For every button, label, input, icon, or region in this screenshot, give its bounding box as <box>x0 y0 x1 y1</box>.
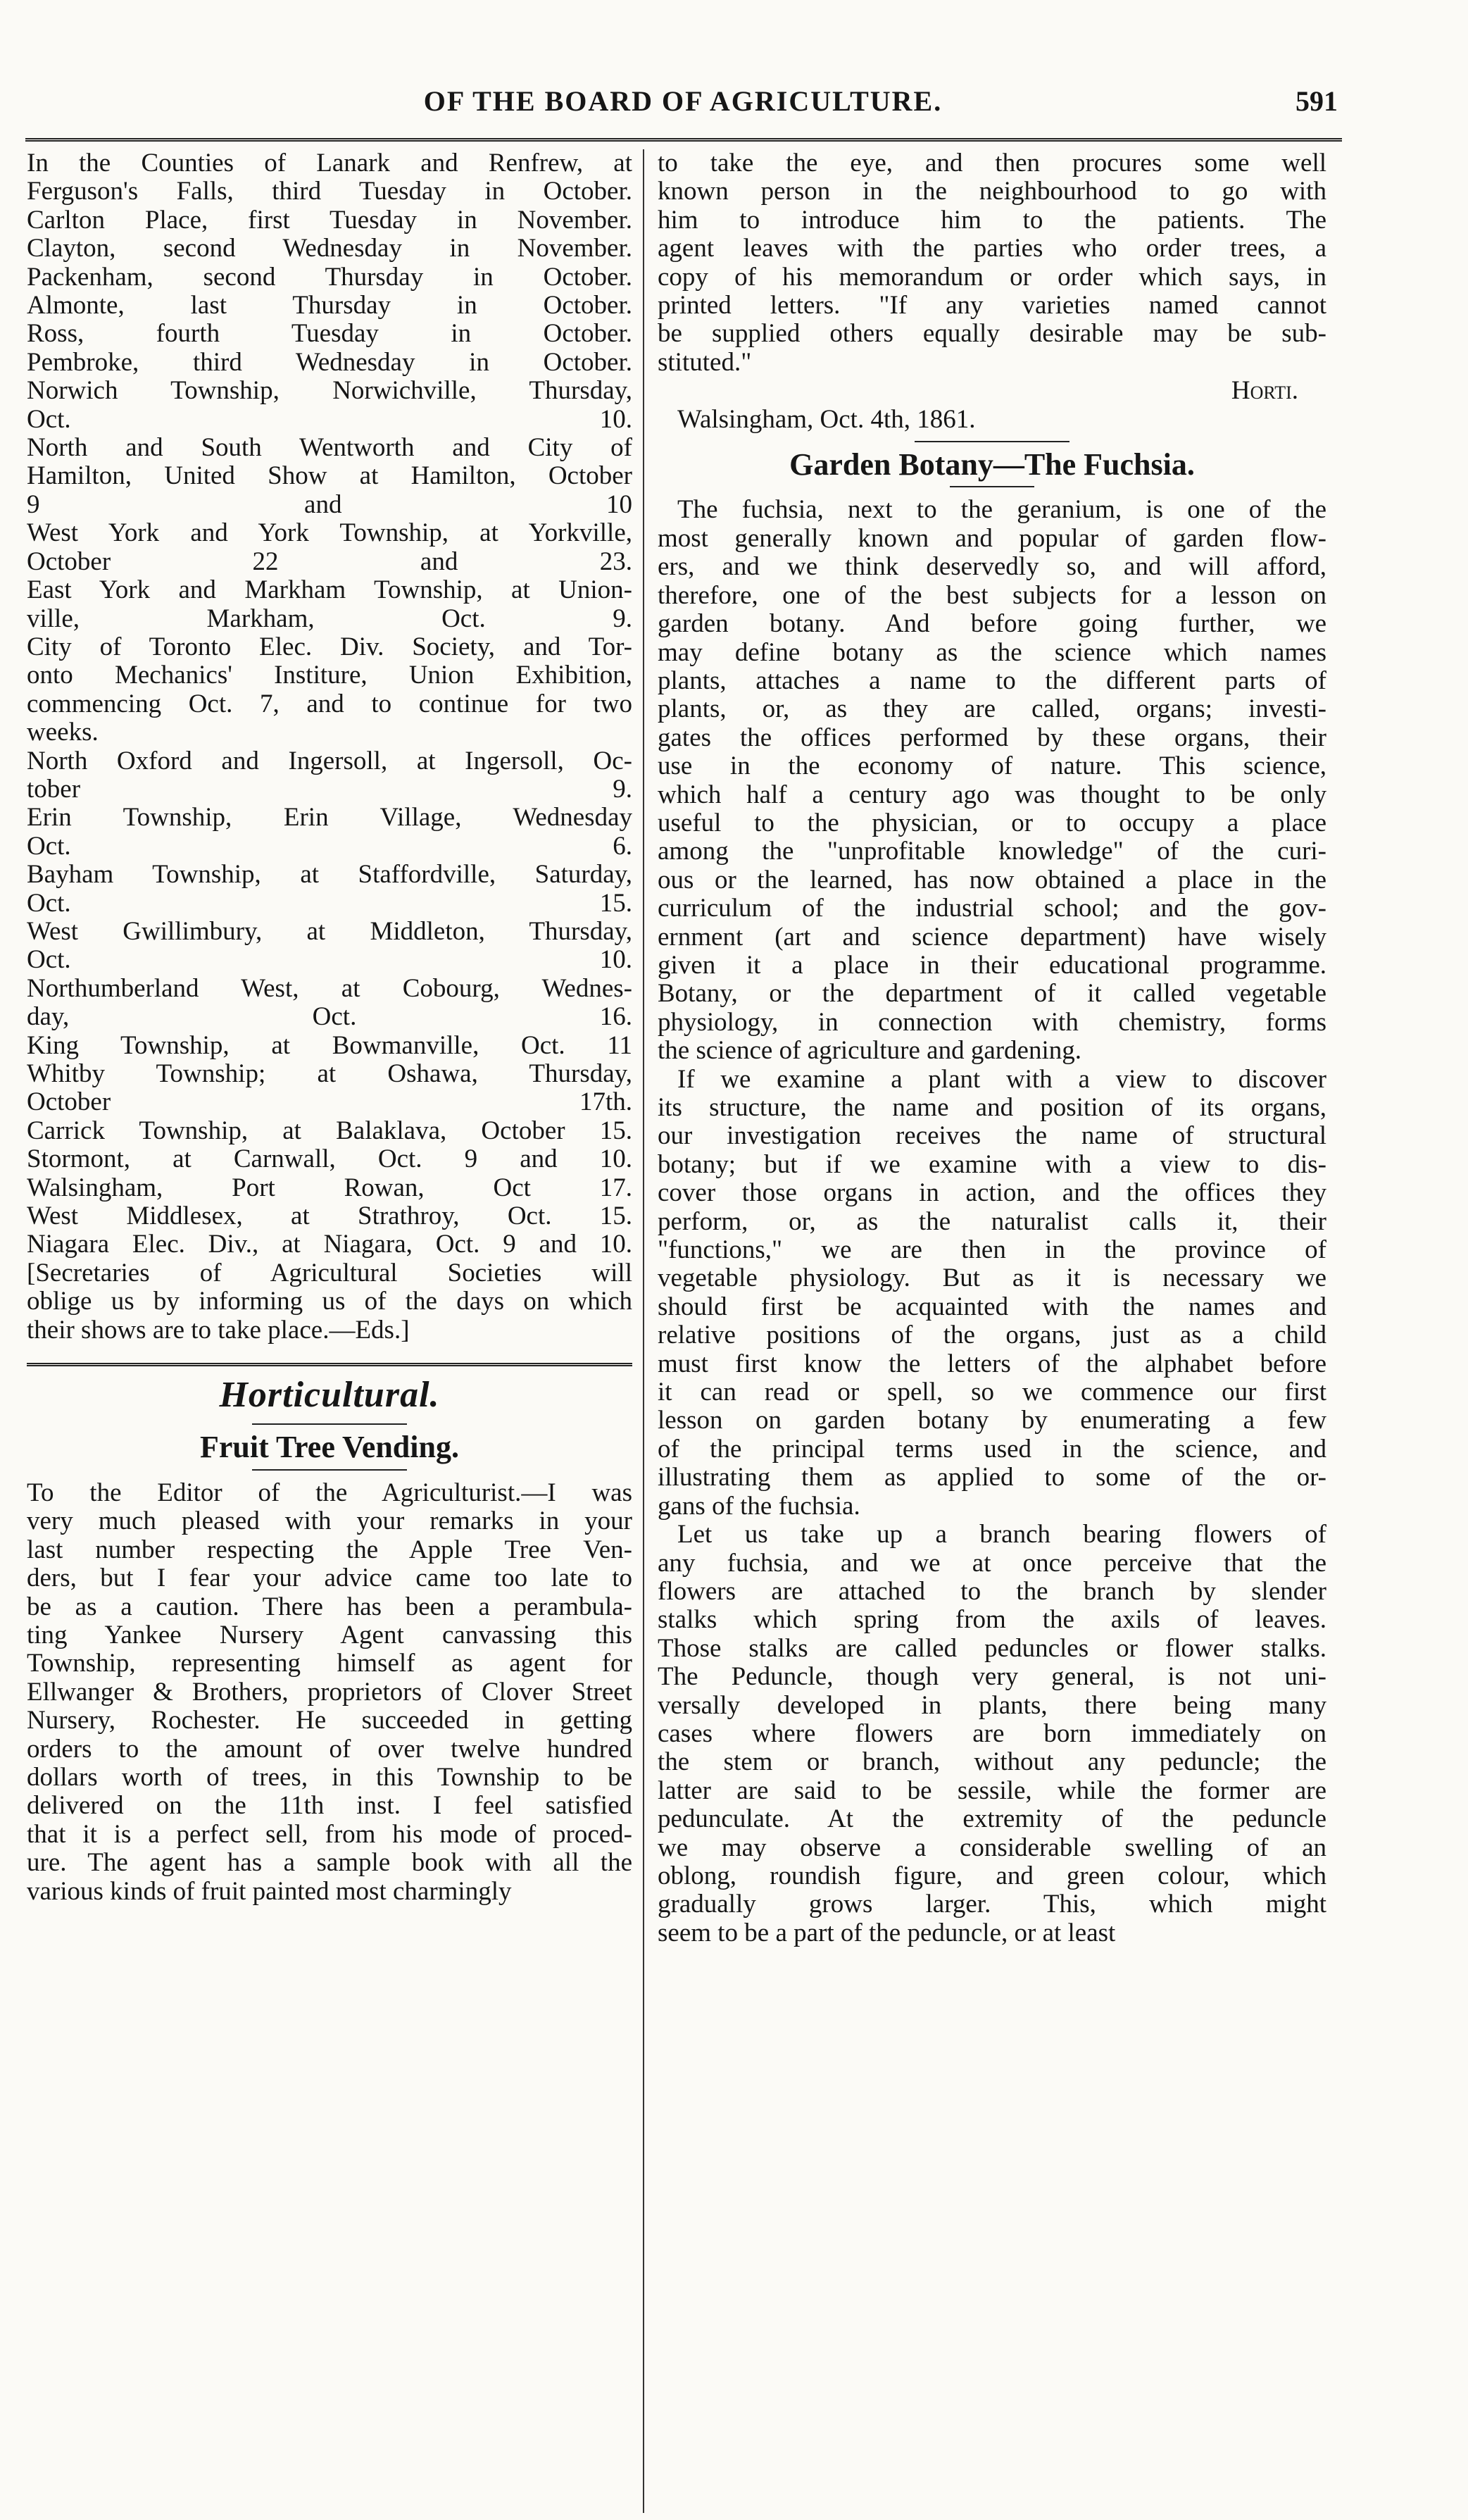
header-rule <box>25 138 1342 144</box>
show-list-line: Clayton, second Wednesday in November. <box>27 234 632 263</box>
paragraph-line: use in the economy of nature. This science, <box>658 751 1326 781</box>
botany-paragraph-3 <box>658 1521 1326 1947</box>
show-list-line: weeks. <box>27 718 99 747</box>
show-list-line: Ferguson's Falls, third Tuesday in October. <box>27 177 632 206</box>
show-list-line: Almonte, last Thursday in October. <box>27 291 632 320</box>
letter-line: him to introduce him to the patients. The <box>658 205 1326 235</box>
paragraph-line: cover those organs in action, and the offices they <box>658 1178 1326 1208</box>
paragraph-line: vegetable physiology. But as it is necessary we <box>658 1264 1326 1293</box>
paragraph-line: Those stalks are called peduncles or flower stalks. <box>658 1633 1326 1663</box>
running-title: OF THE BOARD OF AGRICULTURE. <box>423 85 943 117</box>
show-list-line: October 22 and 23. <box>27 547 632 576</box>
paragraph-line: our investigation receives the name of structural <box>658 1121 1326 1151</box>
paragraph-line: perform, or, as the naturalist calls it, their <box>658 1206 1326 1236</box>
page-number: 591 <box>1296 85 1338 117</box>
show-list-line: Northumberland West, at Cobourg, Wednes- <box>27 973 632 1003</box>
paragraph-line: illustrating them as applied to some of the or- <box>658 1463 1326 1492</box>
botany-paragraph-1 <box>658 496 1326 1065</box>
show-list-line: Bayham Township, at Staffordville, Saturday, <box>27 860 632 890</box>
paragraph-line: pedunculate. At the extremity of the peduncle <box>658 1804 1326 1834</box>
show-list <box>27 149 632 1345</box>
show-list-line: Pembroke, third Wednesday in October. <box>27 347 632 377</box>
show-list-line: 9 and 10 <box>27 489 632 519</box>
paragraph-line: useful to the physician, or to occupy a place <box>658 808 1326 837</box>
letter-line: copy of his memorandum or order which says, in <box>658 262 1326 292</box>
paragraph-line: If we examine a plant with a view to discover <box>677 1064 1326 1094</box>
paragraph-line: we may observe a considerable swelling of an <box>658 1833 1326 1862</box>
title-rule <box>950 486 1034 487</box>
article-line: Nursery, Rochester. He succeeded in getting <box>27 1706 632 1735</box>
show-list-line: ville, Markham, Oct. 9. <box>27 604 632 633</box>
right-column <box>658 149 1326 1947</box>
paragraph-line: ous or the learned, has now obtained a place in the <box>658 865 1326 894</box>
article-title-garden-botany: Garden Botany—The Fuchsia. <box>789 447 1195 482</box>
show-list-line: Oct. 6. <box>27 831 632 861</box>
title-rule <box>915 441 1069 442</box>
left-column <box>27 149 632 1906</box>
show-list-line: Erin Township, Erin Village, Wednesday <box>27 803 632 832</box>
article-line: orders to the amount of over twelve hundred <box>27 1734 632 1764</box>
article-line: ders, but I fear your advice came too late to <box>27 1564 632 1593</box>
show-list-line: Walsingham, Port Rowan, Oct 17. <box>27 1173 632 1202</box>
show-list-line: Whitby Township; at Oshawa, Thursday, <box>27 1059 632 1088</box>
paragraph-line: Botany, or the department of it called vegetable <box>658 979 1326 1009</box>
paragraph-line: oblong, roundish figure, and green colour, which <box>658 1861 1326 1890</box>
article-line: that it is a perfect sell, from his mode of proced- <box>27 1819 632 1849</box>
letter-line: to take the eye, and then procures some well <box>658 149 1326 177</box>
paragraph-line: gradually grows larger. This, which might <box>658 1890 1326 1919</box>
section-rule <box>27 1363 632 1368</box>
paragraph-line: any fuchsia, and we at once perceive that the <box>658 1548 1326 1578</box>
paragraph-line: must first know the letters of the alphabet before <box>658 1349 1326 1378</box>
article-line: Township, representing himself as agent for <box>27 1649 632 1678</box>
letter-continuation <box>658 149 1326 377</box>
paragraph-line: among the "unprofitable knowledge" of the curi- <box>658 837 1326 866</box>
show-list-line: West Middlesex, at Strathroy, Oct. 15. <box>27 1202 632 1231</box>
paragraph-line: physiology, in connection with chemistry, forms <box>658 1007 1326 1037</box>
article-line: Ellwanger & Brothers, proprietors of Clover Street <box>27 1677 632 1707</box>
show-list-line: Stormont, at Carnwall, Oct. 9 and 10. <box>27 1144 632 1174</box>
paragraph-line: may define botany as the science which names <box>658 637 1326 667</box>
paragraph-line: curriculum of the industrial school; and the gov- <box>658 894 1326 923</box>
dateline: Walsingham, Oct. 4th, 1861. <box>677 404 976 434</box>
paragraph-line: plants, or, as they are called, organs; investi- <box>658 694 1326 724</box>
show-list-line: Oct. 15. <box>27 888 632 918</box>
botany-paragraph-2 <box>658 1066 1326 1521</box>
page-header <box>28 85 1338 127</box>
paragraph-line: of the principal terms used in the science, and <box>658 1434 1326 1464</box>
show-list-line: Oct. 10. <box>27 404 632 434</box>
letter-line: be supplied others equally desirable may be sub- <box>658 319 1326 349</box>
paragraph-line: flowers are attached to the branch by slender <box>658 1576 1326 1606</box>
paragraph-line: botany; but if we examine with a view to dis- <box>658 1149 1326 1179</box>
letter-line: agent leaves with the parties who order trees, a <box>658 234 1326 263</box>
show-list-line: King Township, at Bowmanville, Oct. 11 <box>27 1030 632 1060</box>
paragraph-line: ernment (art and science department) have wisely <box>658 922 1326 952</box>
paragraph-line: should first be acquainted with the names and <box>658 1292 1326 1321</box>
paragraph-line: Let us take up a branch bearing flowers of <box>677 1520 1326 1549</box>
letter-line: printed letters. "If any varieties named cannot <box>658 291 1326 320</box>
show-list-line: tober 9. <box>27 774 632 804</box>
paragraph-line: seem to be a part of the peduncle, or at least <box>658 1919 1116 1947</box>
show-list-line: Norwich Township, Norwichville, Thursday, <box>27 376 632 406</box>
show-list-line: Niagara Elec. Div., at Niagara, Oct. 9 and 10. <box>27 1230 632 1259</box>
paragraph-line: cases where flowers are born immediately on <box>658 1719 1326 1748</box>
show-list-line: North Oxford and Ingersoll, at Ingersoll, Oc- <box>27 746 632 775</box>
article-line: various kinds of fruit painted most charmingly <box>27 1877 512 1906</box>
show-list-line: Oct. 10. <box>27 945 632 975</box>
paragraph-line: given it a place in their educational programme. <box>658 950 1326 980</box>
show-list-line: their shows are to take place.—Eds.] <box>27 1316 410 1345</box>
paragraph-line: lesson on garden botany by enumerating a few <box>658 1406 1326 1435</box>
article-line: be as a caution. There has been a perambula- <box>27 1592 632 1621</box>
article-line: delivered on the 11th inst. I feel satisfied <box>27 1791 632 1821</box>
show-list-line: City of Toronto Elec. Div. Society, and Tor- <box>27 632 632 661</box>
paragraph-line: most generally known and popular of garden flow- <box>658 523 1326 553</box>
show-list-line: North and South Wentworth and City of <box>27 433 632 463</box>
show-list-line: October 17th. <box>27 1087 632 1117</box>
show-list-line: Hamilton, United Show at Hamilton, October <box>27 461 632 491</box>
article-title-fruit-tree-vending: Fruit Tree Vending. <box>200 1430 459 1465</box>
paragraph-line: versally developed in plants, there being many <box>658 1690 1326 1720</box>
paragraph-line: stalks which spring from the axils of leaves. <box>658 1605 1326 1635</box>
article-line: ure. The agent has a sample book with all the <box>27 1848 632 1878</box>
show-list-line: commencing Oct. 7, and to continue for two <box>27 689 632 718</box>
section-title: Horticultural. <box>219 1375 440 1416</box>
paragraph-line: which half a century ago was thought to be only <box>658 780 1326 809</box>
article-line: To the Editor of the Agriculturist.—I was <box>27 1478 632 1507</box>
letter-line: stituted." <box>658 348 752 377</box>
show-list-line: onto Mechanics' Institure, Union Exhibition, <box>27 661 632 690</box>
signature: Horti. <box>1231 376 1298 406</box>
paragraph-line: relative positions of the organs, just as a child <box>658 1321 1326 1350</box>
paragraph-line: the science of agriculture and gardening. <box>658 1037 1082 1066</box>
paragraph-line: gans of the fuchsia. <box>658 1492 860 1521</box>
show-list-line: Packenham, second Thursday in October. <box>27 262 632 292</box>
show-list-line: oblige us by informing us of the days on which <box>27 1287 632 1316</box>
paragraph-line: plants, attaches a name to the different parts of <box>658 666 1326 695</box>
paragraph-line: latter are said to be sessile, while the former are <box>658 1776 1326 1805</box>
article-line: very much pleased with your remarks in your <box>27 1507 632 1536</box>
show-list-line: West York and York Township, at Yorkville, <box>27 518 632 548</box>
show-list-line: Ross, fourth Tuesday in October. <box>27 319 632 349</box>
paragraph-line: therefore, one of the best subjects for a lesson on <box>658 580 1326 610</box>
article-line: ting Yankee Nursery Agent canvassing this <box>27 1620 632 1649</box>
paragraph-line: its structure, the name and position of its organs, <box>658 1093 1326 1122</box>
show-list-line: In the Counties of Lanark and Renfrew, at <box>27 149 632 177</box>
show-list-line: Carrick Township, at Balaklava, October 15. <box>27 1116 632 1145</box>
title-rule <box>252 1469 407 1471</box>
paragraph-line: ers, and we think deservedly so, and will afford, <box>658 552 1326 582</box>
paragraph-line: "functions," we are then in the province of <box>658 1235 1326 1265</box>
show-list-line: [Secretaries of Agricultural Societies will <box>27 1258 632 1287</box>
show-list-line: Carlton Place, first Tuesday in November. <box>27 205 632 235</box>
paragraph-line: garden botany. And before going further, we <box>658 609 1326 639</box>
paragraph-line: The Peduncle, though very general, is not uni- <box>658 1662 1326 1692</box>
title-rule <box>252 1423 407 1425</box>
paragraph-line: the stem or branch, without any peduncle; the <box>658 1747 1326 1777</box>
article-line: dollars worth of trees, in this Township to be <box>27 1762 632 1792</box>
fruit-tree-article <box>27 1479 632 1906</box>
paragraph-line: it can read or spell, so we commence our first <box>658 1378 1326 1407</box>
article-line: last number respecting the Apple Tree Ven- <box>27 1535 632 1564</box>
paragraph-line: gates the offices performed by these organs, their <box>658 723 1326 752</box>
paragraph-line: The fuchsia, next to the geranium, is one of the <box>677 495 1326 525</box>
show-list-line: West Gwillimbury, at Middleton, Thursday, <box>27 916 632 946</box>
letter-line: known person in the neighbourhood to go with <box>658 177 1326 206</box>
column-divider <box>643 149 644 2513</box>
show-list-line: day, Oct. 16. <box>27 1002 632 1032</box>
show-list-line: East York and Markham Township, at Union- <box>27 575 632 605</box>
